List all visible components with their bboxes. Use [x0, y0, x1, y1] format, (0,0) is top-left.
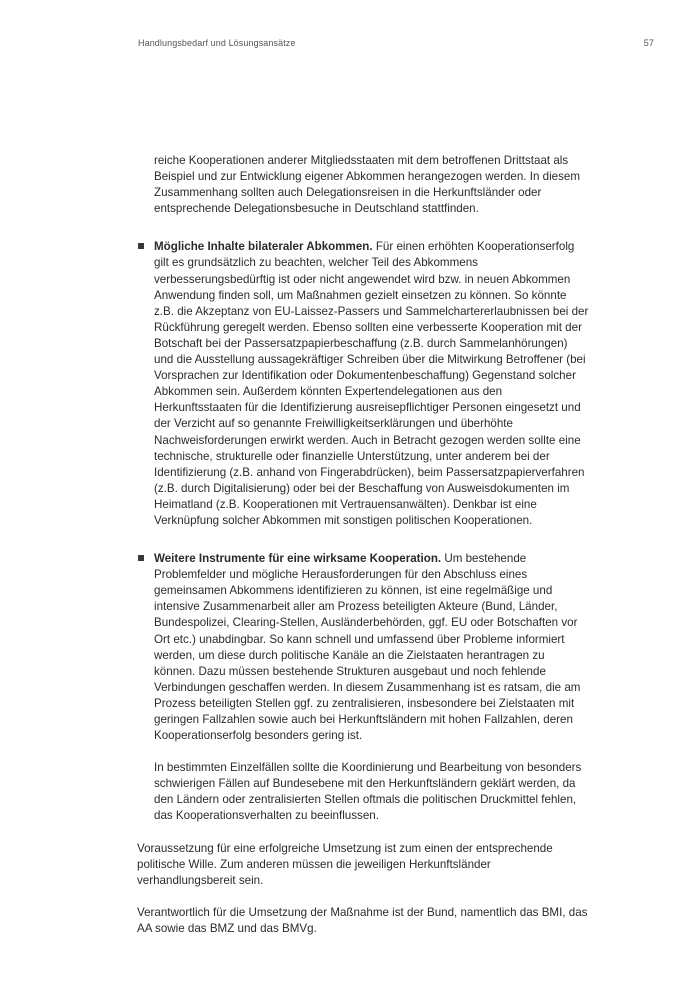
bullet-title: Mögliche Inhalte bilateraler Abkommen.: [154, 240, 373, 254]
intro-paragraph: reiche Kooperationen anderer Mitgliedsstaaten mit dem betroffenen Drittstaat als Beispiel und zur Entwicklung eigener Abkommen herangezogen werden. In diesem Zusammenhang sollten auch Delegationsreisen in die Herkunftsländer oder entsprechende Delegationsbesuche in Deutschland stattfinden.: [154, 154, 581, 216]
bullet-title: Weitere Instrumente für eine wirksame Kooperation.: [154, 552, 442, 566]
square-bullet-icon: [138, 243, 144, 249]
bullet-further-instruments: [137, 551, 589, 825]
page-number: 57: [643, 38, 654, 48]
square-bullet-icon: [138, 555, 144, 561]
bullet-text: Um bestehende Problemfelder und mögliche Herausforderungen für den Abschluss eines gemeinsamen Abkommens identifizieren zu können, ist eine regelmäßige und intensive Zusammenarbeit aller am Prozess beteiligten Akteure (Bund, Länder, Bundespolizei, Clearing-Stellen, Ausländerbehörden, ggf. EU oder Botschaften vor Ort etc.) unabdingbar. So kann schnell und umfassend über Probleme informiert werden, um diese durch politische Kanäle an die Zielstaaten herantragen zu können. Dazu müssen bestehende Strukturen ausgebaut und noch fehlende Verbindungen geschaffen werden. In diesem Zusammenhang ist es ratsam, die am Prozess beteiligten Stellen ggf. zu zentralisieren, insbesondere bei Zielstaaten mit geringen Fallzahlen sowie auch bei Herkunftsländern mit hohen Fallzahlen, deren Kooperationserfolg besonders gering ist.: [154, 552, 581, 743]
bullet-paragraph: [154, 239, 589, 529]
bullet-text: Für einen erhöhten Kooperationserfolg gilt es grundsätzlich zu beachten, welcher Teil des Abkommens verbesserungsbedürftig ist oder nicht angewendet wird bzw. in neuen Abkommen Anwendung finden soll, um Maßnahmen gezielt einsetzen zu können. So könnte z.B. die Akzeptanz von EU-Laissez-Passers und Sammelchartererlaubnissen bei der Rückführung geregelt werden. Ebenso sollten eine verbesserte Kooperation mit der Botschaft bei der Passersatzpapierbeschaffung (z.B. durch Sammelanhörungen) und die Ausstellung aussagekräftiger Schreiben über die Mitwirkung Betroffener (bei Vorsprachen zur Identifikation oder Dokumentenbeschaffung) Gegenstand solcher Abkommen sein. Außerdem könnten Expertendelegationen aus den Herkunftsstaaten für die Identifizierung ausreisepflichtiger Personen eingesetzt und der Verzicht auf so genannte Freiwilligkeitserklärungen und überhöhte Nachweisforderungen erwirkt werden. Auch in Betracht gezogen werden sollte eine technische, strukturelle oder finanzielle Unterstützung, unter anderem bei der Identifizierung (z.B. anhand von Fingerabdrücken), beim Passersatzpapierverfahren (z.B. durch Digitalisierung) oder bei der Beschaffung von Ausweisdokumenten im Heimatland (z.B. Kooperationen mit Vertrauensanwälten). Denkbar ist eine Verknüpfung solcher Abkommen mit sonstigen politischen Kooperationen.: [154, 240, 589, 527]
bullet-extra-paragraph: In bestimmten Einzelfällen sollte die Koordinierung und Bearbeitung von besonders schwierigen Fällen auf Bundesebene mit den Herkunftsländern geklärt werden, da den Ländern oder zentralisierten Stellen oftmals die politischen Druckmittel fehlen, das Kooperationsverhalten zu beeinflussen.: [154, 761, 582, 823]
bullet-paragraph: [154, 551, 589, 744]
page-content: [137, 153, 589, 937]
bullet-bilateral-agreements: [137, 239, 589, 529]
header-title: Handlungsbedarf und Lösungsansätze: [138, 38, 296, 48]
page-header: [138, 38, 654, 48]
closing-paragraph-prerequisite: Voraussetzung für eine erfolgreiche Umsetzung ist zum einen der entsprechende politische Wille. Zum anderen müssen die jeweiligen Herkunftsländer verhandlungsbereit sein.: [137, 841, 553, 887]
closing-paragraph-responsibility: Verantwortlich für die Umsetzung der Maßnahme ist der Bund, namentlich das BMI, das AA sowie das BMZ und das BMVg.: [137, 905, 588, 935]
